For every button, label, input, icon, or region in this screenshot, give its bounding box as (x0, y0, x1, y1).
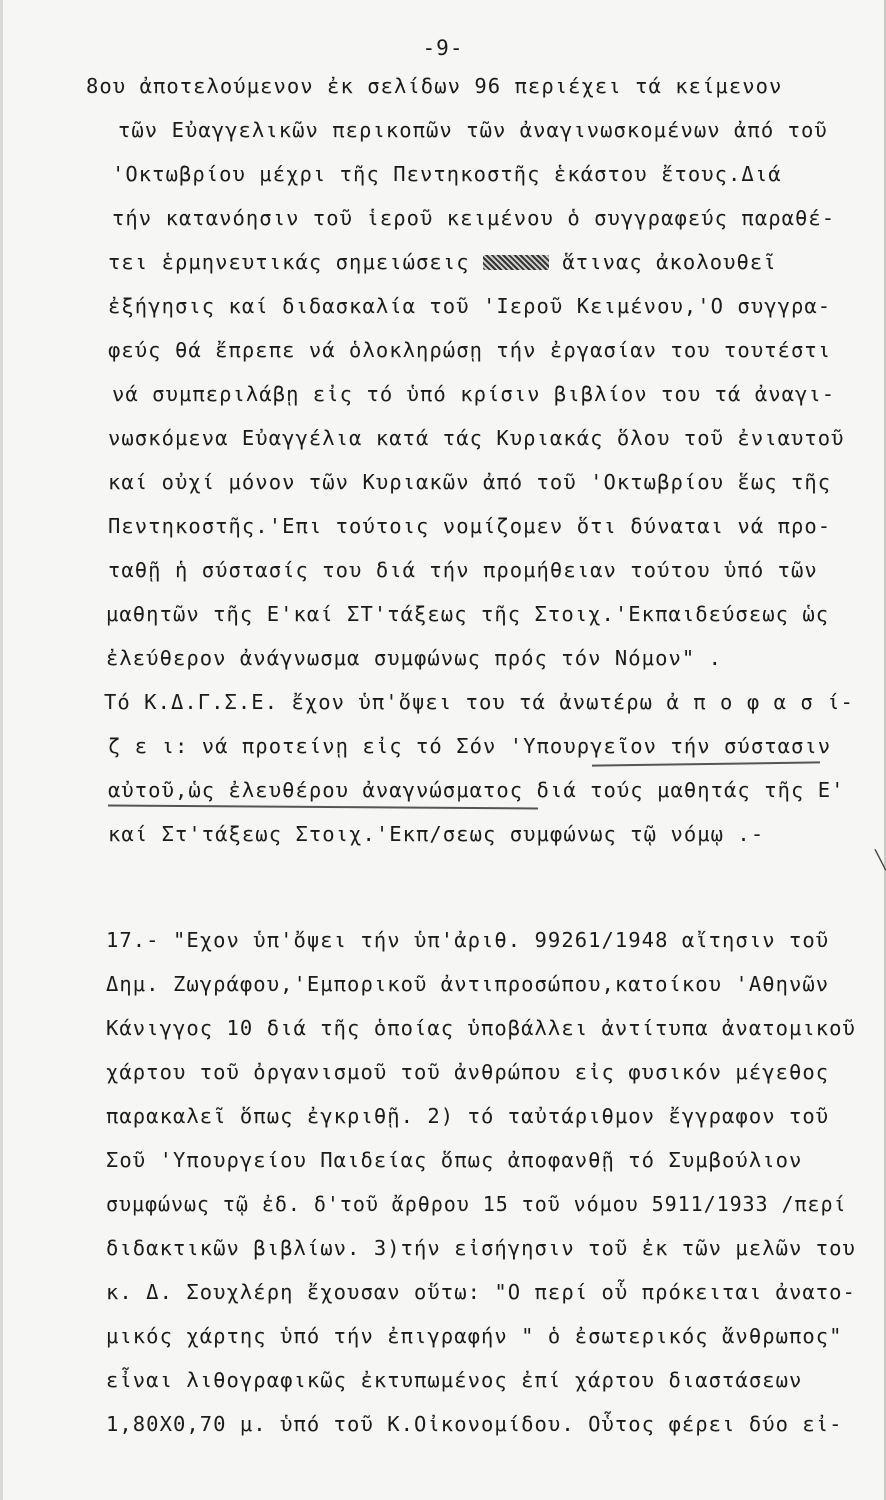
text-line: τήν κατανόησιν τοῦ ἱεροῦ κειμένου ὁ συγγραφεύς παραθέ- (112, 206, 836, 230)
text-line: 'Οκτωβρίου μέχρι τῆς Πεντηκοστῆς ἑκάστου ἔτους.Διά (112, 162, 782, 186)
text-line: καί οὐχί μόνον τῶν Κυριακῶν ἀπό τοῦ 'Οκτωβρίου ἕως τῆς (108, 470, 832, 494)
text-line: Πεντηκοστῆς.'Επι τούτοις νομίζομεν ὅτι δύναται νά προ- (108, 514, 832, 538)
text-segment: τει ἑρμηνευτικάς σημειώσεις (108, 250, 470, 274)
text-line: αὐτοῦ,ὡς ἐλευθέρου ἀναγνώσματος διά τούς μαθητάς τῆς Ε' (108, 778, 845, 802)
text-line: ζ ε ι: νά προτείνῃ εἰς τό Σόν 'Υπουργεῖον τήν σύστασιν (108, 734, 832, 758)
text-line-with-redaction (108, 248, 777, 276)
text-line: Τό Κ.Δ.Γ.Σ.Ε. ἔχον ὑπ'ὄψει του τά ἀνωτέρω ἀ π ο φ α σ ί- (104, 690, 854, 714)
text-line: ἐξήγησις καί διδασκαλία τοῦ 'Ιεροῦ Κειμένου,'Ο συγγρα- (108, 294, 832, 318)
text-line: μαθητῶν τῆς Ε'καί ΣΤ'τάξεως τῆς Στοιχ.'Εκπαιδεύσεως ὡς (106, 602, 830, 626)
text-line: ἐλεύθερον ἀνάγνωσμα συμφώνως πρός τόν Νόμον" . (106, 646, 723, 670)
text-line: 8ου ἀποτελούμενον ἐκ σελίδων 96 περιέχει τά κείμενον (86, 74, 783, 98)
text-line: συμφώνως τῷ ἐδ. δ'τοῦ ἄρθρου 15 τοῦ νόμου 5911/1933 /περί (106, 1192, 847, 1216)
text-line: διδακτικῶν βιβλίων. 3)τήν εἰσήγησιν τοῦ ἐκ τῶν μελῶν του (106, 1236, 856, 1260)
text-line: εἶναι λιθογραφικῶς ἐκτυπωμένος ἐπί χάρτου διαστάσεων (106, 1368, 803, 1392)
text-line: Σοῦ 'Υπουργείου Παιδείας ὅπως ἀποφανθῇ τό Συμβούλιον (106, 1148, 803, 1172)
text-line: καί Στ'τάξεως Στοιχ.'Εκπ/σεως συμφώνως τῷ νόμῳ .- (108, 822, 765, 846)
text-line: Κάνιγγος 10 διά τῆς ὁποίας ὑποβάλλει ἀντίτυπα ἀνατομικοῦ (106, 1016, 856, 1040)
text-line: ταθῇ ἡ σύστασίς του διά τήν προμήθειαν τούτου ὑπό τῶν (108, 558, 818, 582)
text-line: 17.- "Εχον ὑπ'ὄψει τήν ὑπ'ἀριθ. 99261/1948 αἴτησιν τοῦ (106, 928, 830, 952)
text-line: χάρτου τοῦ ὀργανισμοῦ τοῦ ἀνθρώπου εἰς φυσικόν μέγεθος (106, 1060, 830, 1084)
text-line: νωσκόμενα Εὐαγγέλια κατά τάς Κυριακάς ὅλου τοῦ ἐνιαυτοῦ (108, 426, 845, 450)
text-segment: ἅτινας ἀκολουθεῖ (562, 250, 777, 274)
handwritten-underline (592, 761, 820, 766)
text-line: 1,80Χ0,70 μ. ὑπό τοῦ Κ.Οἰκονομίδου. Οὗτος φέρει δύο εἰ- (106, 1412, 843, 1436)
text-line: μικός χάρτης ὑπό τήν ἐπιγραφήν " ὁ ἐσωτερικός ἄνθρωπος" (106, 1324, 843, 1348)
text-line: κ. Δ. Σουχλέρη ἔχουσαν οὕτω: "Ο περί οὗ πρόκειται ἀνατο- (106, 1280, 856, 1304)
text-line: νά συμπεριλάβῃ εἰς τό ὑπό κρίσιν βιβλίον του τά ἀναγι- (112, 382, 836, 406)
handwritten-underline (108, 804, 538, 809)
page-number: -9- (422, 36, 464, 60)
redaction-mark (483, 255, 549, 270)
text-line: τῶν Εὐαγγελικῶν περικοπῶν τῶν ἀναγινωσκομένων ἀπό τοῦ (118, 118, 828, 142)
text-line: Δημ. Ζωγράφου,'Εμπορικοῦ ἀντιπροσώπου,κατοίκου 'Αθηνῶν (106, 972, 830, 996)
margin-mark: ╲ (875, 850, 886, 871)
page-edge-left (0, 0, 3, 1500)
text-line: φεύς θά ἔπρεπε νά ὁλοκληρώσῃ τήν ἐργασίαν του τουτέστι (108, 338, 832, 362)
text-line: παρακαλεῖ ὅπως ἐγκριθῇ. 2) τό ταὐτάριθμον ἔγγραφον τοῦ (106, 1104, 830, 1128)
